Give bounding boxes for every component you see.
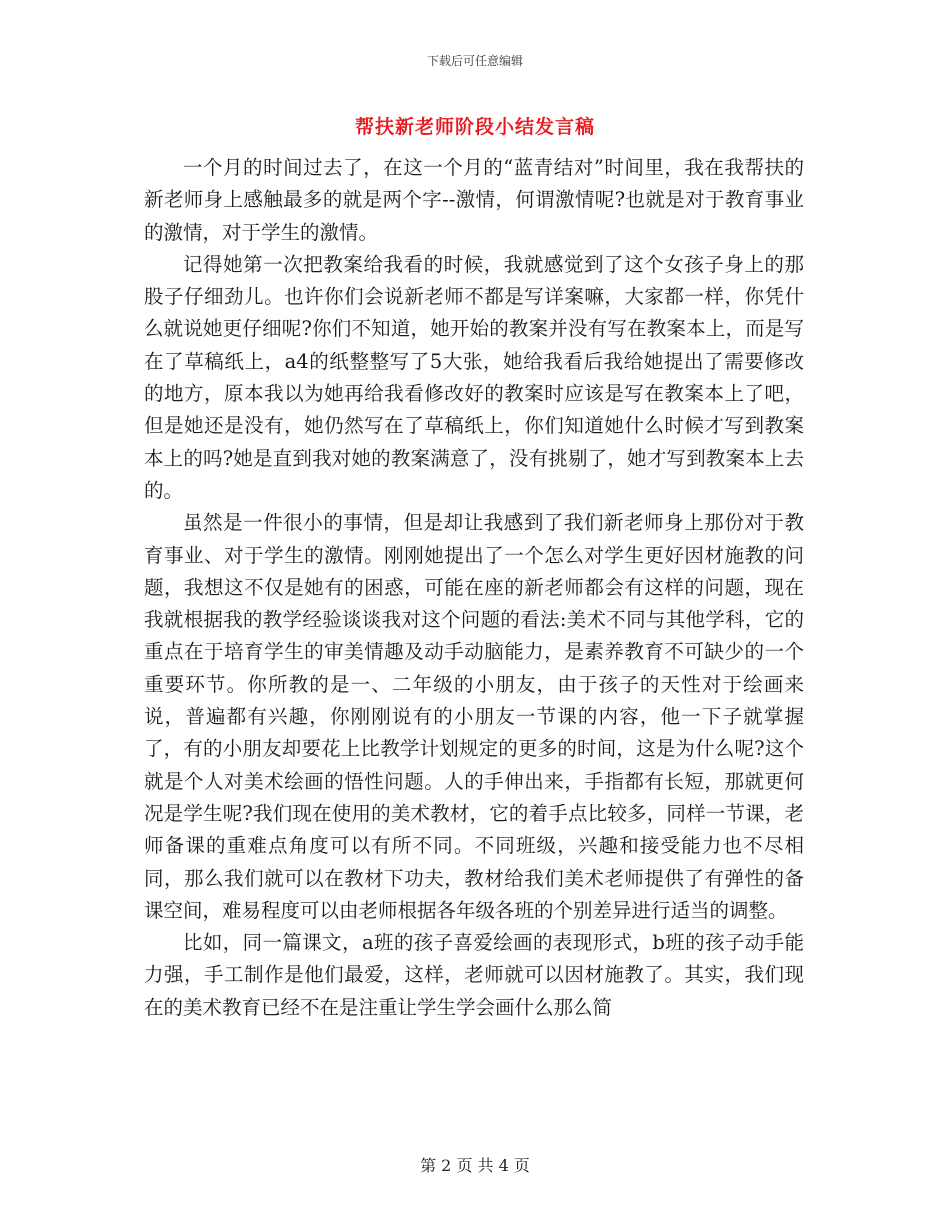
paragraph: 一个月的时间过去了，在这一个月的“蓝青结对”时间里，我在我帮扶的新老师身上感触最多的就是两个字--激情，何谓激情呢?也就是对于教育事业的激情，对于学生的激情。 [144,156,804,244]
header-note: 下载后可任意编辑 [426,54,523,68]
page-number: 第 2 页 共 4 页 [420,1156,530,1175]
document-title: 帮扶新老师阶段小结发言稿 [354,116,595,138]
paragraph: 虽然是一件很小的事情，但是却让我感到了我们新老师身上那份对于教育事业、对于学生的激情。刚刚她提出了一个怎么对学生更好因材施教的问题，我想这不仅是她有的困惑，可能在座的新老师都会有这样的问题，现在我就根据我的教学经验谈谈我对这个问题的看法:美术不同与其他学科，它的重点在于培育学生的审美情趣及动手动脑能力，是素养教育不可缺少的一个重要环节。你所教的是一、二年级的小朋友，由于孩子的天性对于绘画来说，普遍都有兴趣，你刚刚说有的小朋友一节课的内容，他一下子就掌握了，有的小朋友却要花上比教学计划规定的更多的时间，这是为什么呢?这个就是个人对美术绘画的悟性问题。人的手伸出来，手指都有长短，那就更何况是学生呢?我们现在使用的美术教材，它的着手点比较多，同样一节课，老师备课的重难点角度可以有所不同。不同班级，兴趣和接受能力也不尽相同，那么我们就可以在教材下功夫，教材给我们美术老师提供了有弹性的备课空间，难易程度可以由老师根据各年级各班的个别差异进行适当的调整。 [144,511,804,922]
paragraph: 记得她第一次把教案给我看的时候，我就感觉到了这个女孩子身上的那股子仔细劲儿。也许你们会说新老师不都是写详案嘛，大家都一样，你凭什么就说她更仔细呢?你们不知道，她开始的教案并没有写在教案本上，而是写在了草稿纸上，a4的纸整整写了5大张，她给我看后我给她提出了需要修改的地方，原本我以为她再给我看修改好的教案时应该是写在教案本上了吧，但是她还是没有，她仍然写在了草稿纸上，你们知道她什么时候才写到教案本上的吗?她是直到我对她的教案满意了，没有挑剔了，她才写到教案本上去的。 [144,252,804,502]
document-body [144,152,804,1024]
paragraph: 比如，同一篇课文，a班的孩子喜爱绘画的表现形式，b班的孩子动手能力强，手工制作是他们最爱，这样，老师就可以因材施教了。其实，我们现在的美术教育已经不在是注重让学生学会画什么那么简 [144,931,804,1019]
